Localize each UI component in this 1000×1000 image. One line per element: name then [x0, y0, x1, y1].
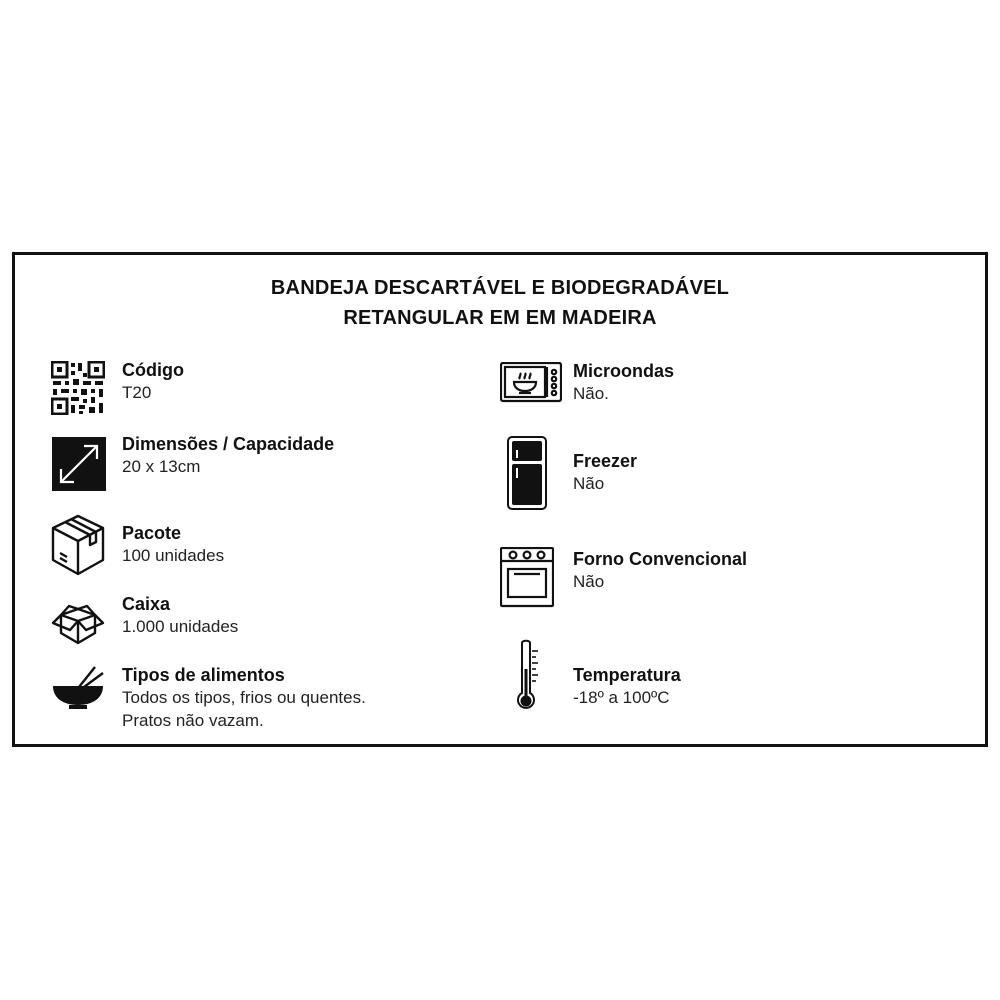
spec-label: Código: [122, 360, 184, 380]
spec-label: Freezer: [573, 451, 638, 471]
spec-label: Microondas: [573, 361, 675, 381]
spec-value-line-2: Pratos não vazam.: [122, 711, 264, 730]
open-box-icon: [51, 603, 105, 645]
oven-icon: [500, 547, 554, 609]
product-title-line-1: BANDEJA DESCARTÁVEL E BIODEGRADÁVEL: [270, 277, 730, 299]
spec-value: Todos os tipos, frios ou quentes.: [122, 688, 366, 707]
qr-code-icon: [51, 361, 105, 415]
spec-label: Pacote: [122, 523, 182, 543]
resize-arrows-icon: [52, 437, 106, 491]
spec-value: 1.000 unidades: [122, 617, 239, 636]
spec-value: Não: [573, 474, 605, 493]
product-title-line-2: RETANGULAR EM EM MADEIRA: [343, 307, 657, 329]
spec-label: Temperatura: [573, 665, 681, 685]
spec-label: Dimensões / Capacidade: [122, 434, 335, 454]
spec-value: 100 unidades: [122, 546, 225, 565]
microwave-icon: [500, 362, 562, 404]
spec-card: [12, 252, 988, 747]
fridge-icon: [507, 436, 547, 510]
spec-label: Tipos de alimentos: [122, 665, 285, 685]
thermometer-icon: [513, 639, 543, 713]
spec-value: Não: [573, 572, 605, 591]
bowl-chopsticks-icon: [51, 665, 105, 711]
spec-label: Caixa: [122, 594, 171, 614]
spec-value: T20: [122, 383, 152, 402]
spec-value: Não.: [573, 384, 609, 403]
package-box-icon: [51, 514, 105, 576]
spec-value: -18º a 100ºC: [573, 688, 670, 707]
spec-value: 20 x 13cm: [122, 457, 201, 476]
spec-label: Forno Convencional: [573, 549, 748, 569]
